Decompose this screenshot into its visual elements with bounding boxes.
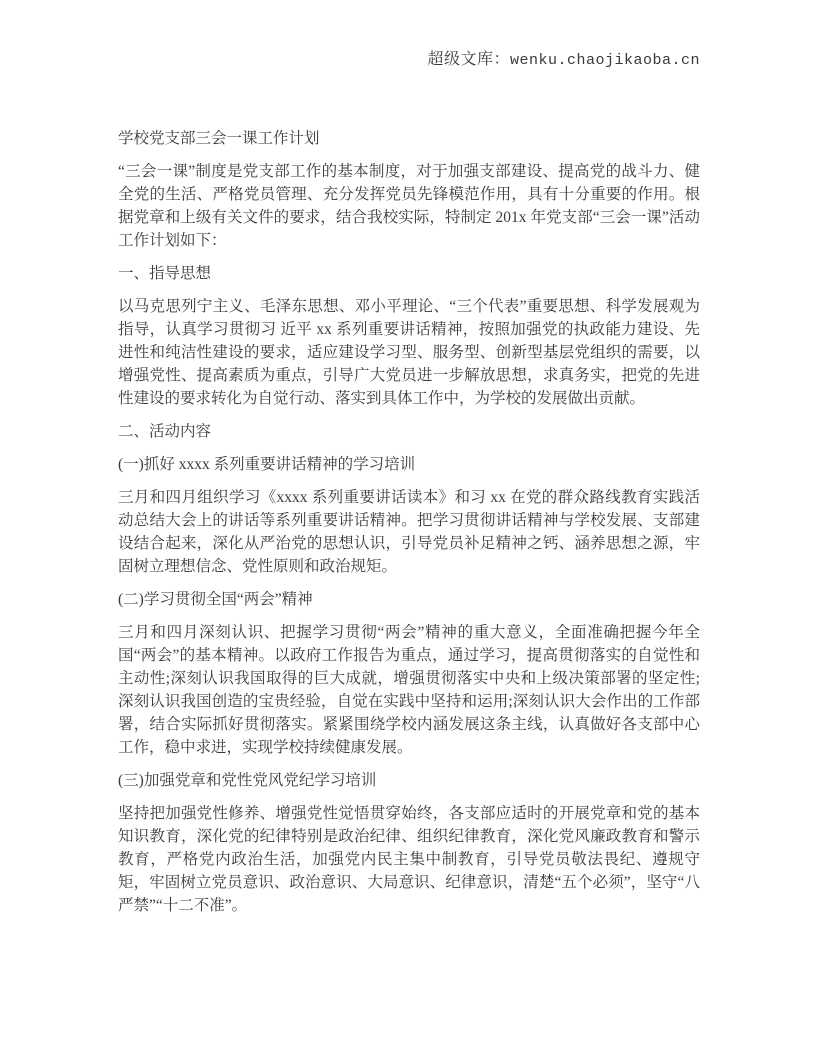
paragraph-guiding-thought: 以马克思列宁主义、毛泽东思想、邓小平理论、“三个代表”重要思想、科学发展观为指导，认真学习贯彻习 近平 xx 系列重要讲话精神，按照加强党的执政能力建设、先进性和纯洁性建设的要求，适应建设学习型、服务型、创新型基层党组织的需要，以增强党性、提高素质为重点，引导广大党员进一步解放思想，求真务实，把党的先进性建设的要求转化为自觉行动、落实到具体工作中，为学校的发展做出贡献。 (118, 298, 700, 407)
paragraph-two-sessions: 三月和四月深刻认识、把握学习贯彻“两会”精神的重大意义，全面准确把握今年全国“两会”的基本精神。以政府工作报告为重点，通过学习，提高贯彻落实的自觉性和主动性;深刻认识我国取得的巨大成就，增强贯彻落实中央和上级决策部署的坚定性;深刻认识我国创造的宝贵经验，自觉在实践中坚持和运用;深刻认识大会作出的工作部署，结合实际抓好贯彻落实。紧紧围绕学校内涵发展这条主线，认真做好各支部中心工作，稳中求进，实现学校持续健康发展。 (118, 624, 700, 756)
subheading-two-sessions: (二)学习贯彻全国“两会”精神 (118, 591, 313, 608)
heading-guiding-thought: 一、指导思想 (118, 265, 212, 282)
subheading-party-discipline: (三)加强党章和党性党风党纪学习培训 (118, 772, 377, 789)
site-url: wenku.chaojikaoba.cn (509, 52, 700, 69)
site-name-label: 超级文库： (427, 51, 510, 68)
subheading-speech-training: (一)抓好 xxxx 系列重要讲话精神的学习培训 (118, 456, 416, 473)
intro-paragraph: “三会一课”制度是党支部工作的基本制度，对于加强支部建设、提高党的战斗力、健全党的生活、严格党员管理、充分发挥党员先锋模范作用，具有十分重要的作用。根据党章和上级有关文件的要求，结合我校实际，特制定 201x 年党支部“三会一课”活动工作计划如下： (118, 163, 700, 249)
heading-activity-content: 二、活动内容 (118, 423, 212, 440)
doc-title: 学校党支部三会一课工作计划 (118, 130, 320, 147)
paragraph-speech-training: 三月和四月组织学习《xxxx 系列重要讲话读本》和习 xx 在党的群众路线教育实践活动总结大会上的讲话等系列重要讲话精神。把学习贯彻讲话精神与学校发展、支部建设结合起来，深化从严治党的思想认识，引导党员补足精神之钙、涵养思想之源，牢固树立理想信念、党性原则和政治规矩。 (118, 489, 700, 575)
site-watermark (427, 46, 700, 69)
document-body (118, 127, 700, 927)
paragraph-party-discipline: 坚持把加强党性修养、增强党性觉悟贯穿始终，各支部应适时的开展党章和党的基本知识教育，深化党的纪律特别是政治纪律、组织纪律教育，深化党风廉政教育和警示教育，严格党内政治生活，加强党内民主集中制教育，引导党员敬法畏纪、遵规守矩，牢固树立党员意识、政治意识、大局意识、纪律意识，清楚“五个必须”，坚守“八严禁”“十二不准”。 (118, 805, 700, 914)
